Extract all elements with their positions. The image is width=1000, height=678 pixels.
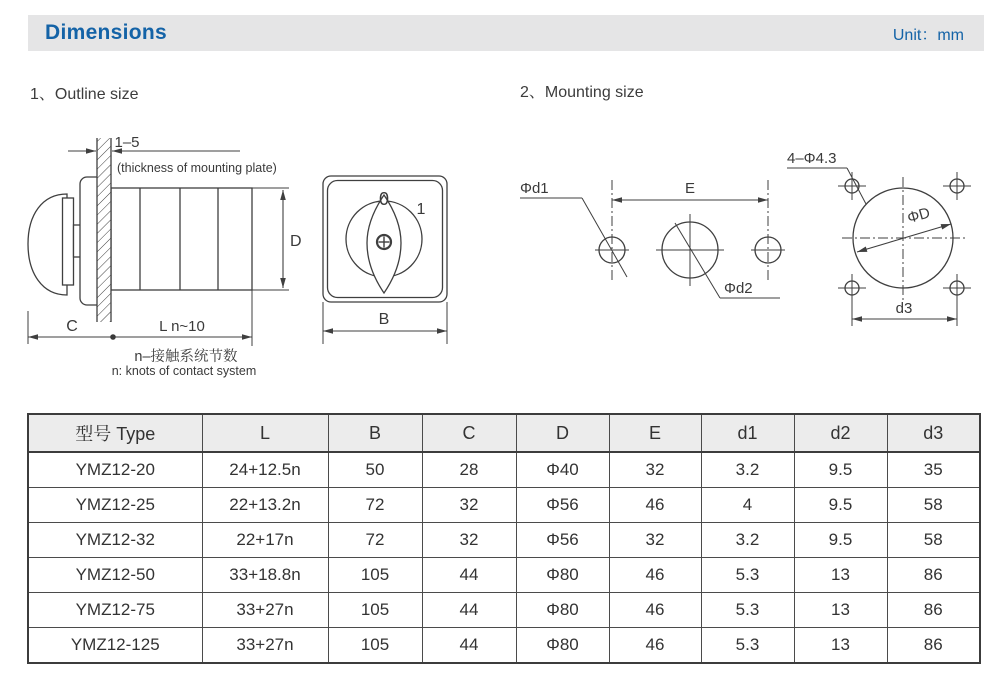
cell: 32: [609, 452, 701, 488]
dim-l-label: L n~10: [159, 318, 205, 335]
cell: 35: [887, 452, 980, 488]
cell: 72: [328, 488, 422, 523]
cell: 5.3: [701, 558, 794, 593]
cell: YMZ12-20: [28, 452, 202, 488]
dim-d3-label: d3: [895, 300, 913, 317]
cell: YMZ12-32: [28, 523, 202, 558]
cell: 33+27n: [202, 628, 328, 664]
cell: Φ80: [516, 628, 609, 664]
cell: 44: [422, 593, 516, 628]
thickness-note-label: (thickness of mounting plate): [117, 161, 277, 175]
cell: 105: [328, 558, 422, 593]
cell: 9.5: [794, 488, 887, 523]
position-0-label: 0: [378, 189, 390, 209]
outline-size-diagram: [10, 118, 490, 388]
cell: 50: [328, 452, 422, 488]
cell: YMZ12-25: [28, 488, 202, 523]
cell: 32: [422, 523, 516, 558]
cell: Φ80: [516, 558, 609, 593]
cell: 32: [609, 523, 701, 558]
cell: Φ80: [516, 593, 609, 628]
cell: Φ56: [516, 523, 609, 558]
header-cell-l: L: [202, 414, 328, 452]
header-cell-d3: d3: [887, 414, 980, 452]
cell: 86: [887, 558, 980, 593]
header-cell-b: B: [328, 414, 422, 452]
cell: 86: [887, 628, 980, 664]
cell: 46: [609, 593, 701, 628]
section-title-mounting: 2、Mounting size: [520, 84, 644, 101]
c-l-dimension: [28, 290, 252, 346]
cell: 58: [887, 523, 980, 558]
handle-stem: [63, 198, 74, 285]
dim-b-label: B: [378, 311, 390, 328]
header-cell-e: E: [609, 414, 701, 452]
handle-dome: [28, 194, 67, 295]
cell: 33+18.8n: [202, 558, 328, 593]
header-cell-type: 型号 Type: [28, 414, 202, 452]
cell: 22+17n: [202, 523, 328, 558]
section-title-outline: 1、Outline size: [30, 86, 139, 103]
hole-d1-label: Φd1: [520, 180, 549, 197]
dim-e-label: E: [684, 180, 696, 197]
cell: YMZ12-50: [28, 558, 202, 593]
cell: 86: [887, 593, 980, 628]
panel-cutout-group: [787, 150, 971, 326]
dim-d-label: D: [290, 233, 302, 250]
page-title: Dimensions: [45, 21, 168, 44]
cell: 44: [422, 628, 516, 664]
table-row: [28, 523, 980, 558]
cell: 32: [422, 488, 516, 523]
cell: YMZ12-75: [28, 593, 202, 628]
corner-holes-label: 4–Φ4.3: [787, 150, 837, 167]
cell: 105: [328, 628, 422, 664]
dimension-table: [27, 413, 981, 664]
cell: 33+27n: [202, 593, 328, 628]
cell: 46: [609, 558, 701, 593]
cell: 3.2: [701, 452, 794, 488]
cell: 22+13.2n: [202, 488, 328, 523]
corner-holes: [838, 172, 971, 302]
cell: 4: [701, 488, 794, 523]
cell: 28: [422, 452, 516, 488]
mounting-plate: [97, 138, 111, 322]
cell: 5.3: [701, 593, 794, 628]
unit-label: Unit：mm: [892, 26, 964, 44]
header-cell-d2: d2: [794, 414, 887, 452]
cell: 5.3: [701, 628, 794, 664]
hole-d2-label: Φd2: [724, 280, 753, 297]
table-row: [28, 593, 980, 628]
cell: 24+12.5n: [202, 452, 328, 488]
cell: 13: [794, 558, 887, 593]
table-row: [28, 452, 980, 488]
cell: 105: [328, 593, 422, 628]
cell: 3.2: [701, 523, 794, 558]
table-row: [28, 558, 980, 593]
cell: Φ40: [516, 452, 609, 488]
cell: 9.5: [794, 523, 887, 558]
header-bar: [28, 15, 984, 51]
cell: Φ56: [516, 488, 609, 523]
cell: 44: [422, 558, 516, 593]
header-cell-d1: d1: [701, 414, 794, 452]
contact-note-en: n: knots of contact system: [111, 364, 257, 378]
center-screw-icon: [377, 235, 391, 249]
cell: 13: [794, 593, 887, 628]
dim-phid-label: ΦD: [905, 204, 933, 227]
header-cell-d: D: [516, 414, 609, 452]
cell: 9.5: [794, 452, 887, 488]
table-row: [28, 628, 980, 664]
hole-pattern-group: [520, 180, 785, 298]
cell: 58: [887, 488, 980, 523]
cell: YMZ12-125: [28, 628, 202, 664]
position-1-label: 1: [416, 201, 426, 218]
cell: 46: [609, 488, 701, 523]
cell: 72: [328, 523, 422, 558]
cell: 13: [794, 628, 887, 664]
mounting-size-diagram: [490, 125, 995, 350]
thickness-value-label: 1–5: [114, 134, 140, 151]
table-row: [28, 488, 980, 523]
table-header-row: [28, 414, 980, 452]
contact-note-cn: n–接触系统节数: [134, 349, 238, 365]
d-dimension: [252, 188, 302, 290]
header-cell-c: C: [422, 414, 516, 452]
switch-body: [111, 188, 252, 290]
cell: 46: [609, 628, 701, 664]
switch-front-view: [323, 176, 447, 344]
dim-c-label: C: [66, 318, 78, 335]
